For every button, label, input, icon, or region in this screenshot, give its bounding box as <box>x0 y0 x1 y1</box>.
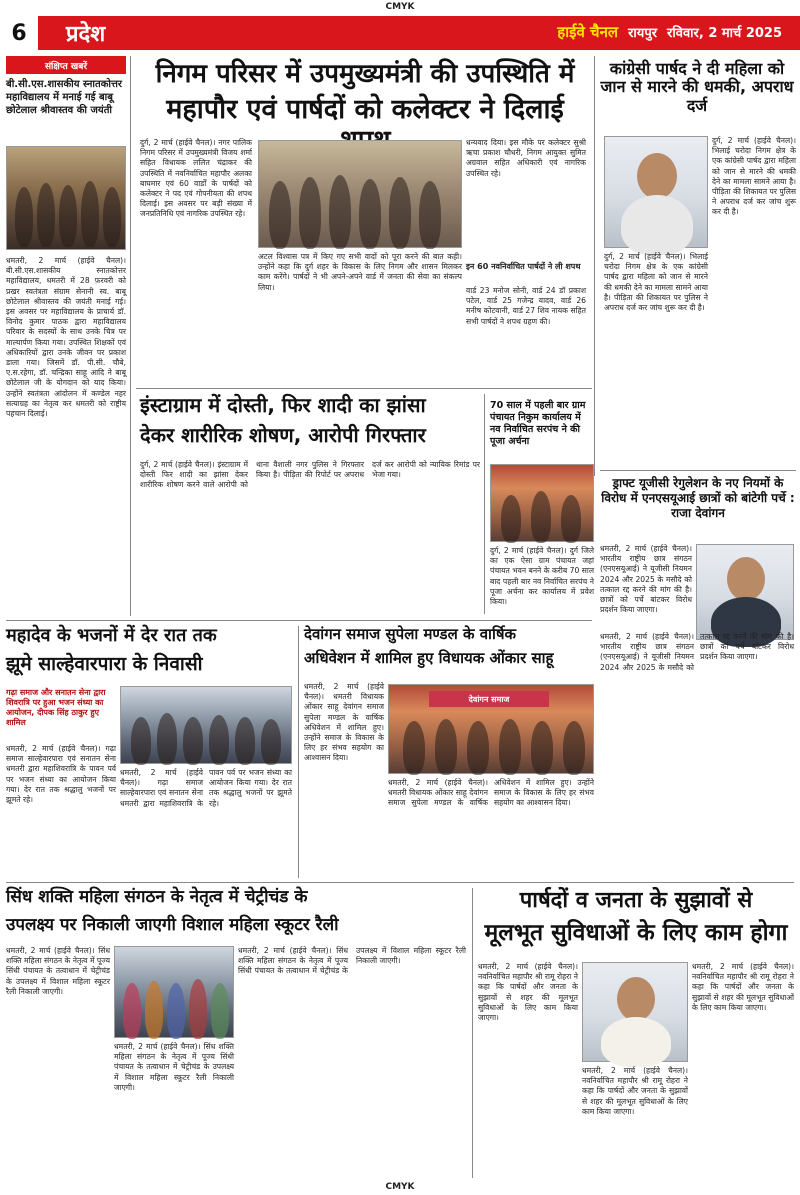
scooter-body-col2: धमतरी, 2 मार्च (हाईवे चैनल)। सिंध शक्ति महिला संगठन के नेतृत्व में पूज्य सिंधी पंचायत के तत्वाधान में चेट्रीचंड के उपलक्ष्य में विशाल महिला स्कूटर रैली निकाली जाएगी। <box>114 1042 234 1092</box>
briefs-headline: बी.सी.एस.शासकीय स्नातकोत्तर महाविद्यालय में मनाई गई बाबू छोटेलाल श्रीवास्तव की जयंती <box>6 79 122 116</box>
mahadev-headline-2: झूमे साल्हेवारपारा के निवासी <box>6 653 203 675</box>
main-body-col1: दुर्ग, 2 मार्च (हाईवे चैनल)। नगर पालिक निगम परिसर में उपमुख्यमंत्री विजय शर्मा सहित विधायक ललित चंद्राकर की उपस्थिति में नवनिर्वाचित महापौर अलका बाघमार एवं 60 वार्डों के पार्षदों को कलेक्टर ने पद एवं गोपनीयता की शपथ दिलाई। इस अवसर पर बड़ी संख्या में जनप्रतिनिधि एवं नागरिक उपस्थित रहे। <box>140 138 252 219</box>
suggestions-photo <box>582 962 688 1062</box>
main-headline-1: निगम परिसर में उपमुख्यमंत्री की उपस्थिति में <box>155 59 575 89</box>
draft-body-col2: धमतरी, 2 मार्च (हाईवे चैनल)। भारतीय राष्ट्रीय छात्र संगठन (एनएसयूआई) ने यूजीसी नियमन 2024 और 2025 के मसौदे को तत्काल रद्द करने की मांग की है। छात्रों को पर्चे बांटकर विरोध प्रदर्शन किया जाएगा। <box>600 632 794 672</box>
suggestions-body-col3: धमतरी, 2 मार्च (हाईवे चैनल)। नवनिर्वाचित महापौर श्री रामू रोहरा ने कहा कि पार्षदों और जनता के सुझावों से शहर की मूलभूत सुविधाओं के लिए काम किया जाएगा। <box>692 962 794 1012</box>
draft-body-col1: धमतरी, 2 मार्च (हाईवे चैनल)। भारतीय राष्ट्रीय छात्र संगठन (एनएसयूआई) ने यूजीसी नियमन 2024 और 2025 के मसौदे को तत्काल रद्द करने की मांग की है। छात्रों को पर्चे बांटकर विरोध प्रदर्शन किया जाएगा। <box>600 544 692 615</box>
scooter-photo <box>114 946 234 1038</box>
main-body-col2: अटल विश्वास पत्र में किए गए सभी वादों को पूरा करने की बात कही। उन्होंने कहा कि दुर्ग शहर के विकास के लिए निगम और शासन मिलकर काम करेंगे। पार्षदों ने भी अपने-अपने वार्ड में जनता की सेवा का संकल्प लिया। <box>258 252 462 292</box>
mahadev-photo <box>120 686 292 764</box>
suggestions-body-col2: धमतरी, 2 मार्च (हाईवे चैनल)। नवनिर्वाचित महापौर श्री रामू रोहरा ने कहा कि पार्षदों और जनता के सुझावों से शहर की मूलभूत सुविधाओं के लिए काम किया जाएगा। <box>582 1066 688 1116</box>
panchayat-photo <box>490 464 594 542</box>
city-name: रायपुर <box>628 26 658 41</box>
main-headline-2: महापौर एवं पार्षदों को कलेक्टर ने दिलाई <box>166 94 564 125</box>
issue-date: रविवार, 2 मार्च 2025 <box>667 26 782 41</box>
dewangan-headline-1: देवांगन समाज सुपेला मण्डल के वार्षिक <box>304 625 517 643</box>
main-subhead: इन 60 नवनिर्वाचित पार्षदों ने ली शपथ <box>466 262 581 271</box>
draft-headline: ड्राफ्ट यूजीसी रेगुलेशन के नए नियमों के विरोध में एनएसयूआई छात्रों को बांटेगी पर्चे : राजा देवांगन <box>601 476 795 520</box>
briefs-label: संक्षिप्त खबरें <box>6 56 126 74</box>
cmyk-mark-bottom: CMYK <box>385 1182 415 1192</box>
dewangan-body-cont: धमतरी, 2 मार्च (हाईवे चैनल)। धमतरी विधायक ओंकार साहू देवांगन समाज सुपेला मण्डल के वार्षिक अधिवेशन में शामिल हुए। उन्होंने समाज के विकास के लिए हर संभव सहयोग का आश्वासन दिया। <box>388 778 594 808</box>
dewangan-headline-2: अधिवेशन में शामिल हुए विधायक ओंकार साहू <box>304 649 554 667</box>
cmyk-mark-top: CMYK <box>385 2 415 12</box>
congress-body-cont: दुर्ग, 2 मार्च (हाईवे चैनल)। भिलाई चरोदा निगम क्षेत्र के एक कांग्रेसी पार्षद द्वारा महिला को जान से मारने की धमकी देने का मामला सामने आया है। पीड़िता की शिकायत पर पुलिस ने अपराध दर्ज कर जांच शुरू कर दी है। <box>604 252 708 313</box>
brand-name: हाईवे चैनल <box>557 23 619 41</box>
briefs-photo <box>6 146 126 250</box>
congress-body: दुर्ग, 2 मार्च (हाईवे चैनल)। भिलाई चरोदा निगम क्षेत्र के एक कांग्रेसी पार्षद द्वारा महिला को जान से मारने की धमकी देने का मामला सामने आया है। पीड़िता की शिकायत पर पुलिस ने अपराध दर्ज कर जांच शुरू कर दी है। <box>712 136 796 217</box>
dewangan-banner: देवांगन समाज <box>429 691 549 707</box>
page-header <box>0 16 800 50</box>
masthead <box>557 22 782 42</box>
mahadev-headline-1: महादेव के भजनों में देर रात तक <box>6 625 217 646</box>
suggestions-body-col1: धमतरी, 2 मार्च (हाईवे चैनल)। नवनिर्वाचित महापौर श्री रामू रोहरा ने कहा कि पार्षदों और जनता के सुझावों से शहर की मूलभूत सुविधाओं के लिए काम किया जाएगा। <box>478 962 578 1023</box>
briefs-body: धमतरी, 2 मार्च (हाईवे चैनल)। बी.सी.एस.शासकीय स्नातकोत्तर महाविद्यालय, धमतरी में 28 फ़रवरी को प्रखर स्वतंत्रता संग्राम सेनानी स्व. बाबू छोटेलाल श्रीवास्तव की जयंती मनाई गई। इस अवसर पर महाविद्यालय के प्राचार्य डॉ. विनोद कुमार पाठक द्वारा महाविद्यालय परिवार के सदस्यों के साथ उनके चित्र पर माल्यार्पण किया गया। उपस्थित शिक्षकों एवं अधिकारियों द्वारा उनके जीवन पर प्रकाश डाला गया। जिसमें डॉ. पी.सी. चौबे, ए.स.रहेगा, डॉ. चन्द्रिका साहू आदि ने बाबू छोटेलाल जी के योगदान को याद किया। उन्होंने स्वतंत्रता आंदोलन में कण्डेल नहर सत्याग्रह का नेतृत्व कर धमतरी को राष्ट्रीय पहचान दिलाई। <box>6 256 126 419</box>
instagram-body: दुर्ग, 2 मार्च (हाईवे चैनल)। इंस्टाग्राम में दोस्ती फिर शादी का झांसा देकर शारीरिक शोषण करने वाले आरोपी को थाना वैशाली नगर पुलिस ने गिरफ्तार किया है। पीड़िता की रिपोर्ट पर अपराध दर्ज कर आरोपी को न्यायिक रिमांड पर भेजा गया। <box>140 460 480 490</box>
instagram-headline-1: इंस्टाग्राम में दोस्ती, फिर शादी का झांसा <box>140 393 426 417</box>
section-title: प्रदेश <box>66 22 106 47</box>
congress-photo <box>604 136 708 248</box>
dewangan-body: धमतरी, 2 मार्च (हाईवे चैनल)। धमतरी विधायक ओंकार साहू देवांगन समाज सुपेला मण्डल के वार्षिक अधिवेशन में शामिल हुए। उन्होंने समाज के विकास के लिए हर संभव सहयोग का आश्वासन दिया। <box>304 682 384 763</box>
draft-photo <box>696 544 794 640</box>
mahadev-body: धमतरी, 2 मार्च (हाईवे चैनल)। गढ़ा समाज साल्हेवारपारा एवं सनातन सेना धमतरी द्वारा महाशिवरात्रि के पावन पर्व पर भजन संध्या का आयोजन किया गया। देर रात तक श्रद्धालु भजनों पर झूमते रहे। <box>6 744 116 805</box>
mahadev-body-cont: धमतरी, 2 मार्च (हाईवे चैनल)। गढ़ा समाज साल्हेवारपारा एवं सनातन सेना धमतरी द्वारा महाशिवरात्रि के पावन पर्व पर भजन संध्या का आयोजन किया गया। देर रात तक श्रद्धालु भजनों पर झूमते रहे। <box>120 768 292 808</box>
page-number: 6 <box>11 20 27 46</box>
panchayat-headline: 70 साल में पहली बार ग्राम पंचायत निकुम कार्यालय में नव निर्वाचित सरपंच ने की पूजा अर्चना <box>490 400 586 447</box>
scooter-body-col1: धमतरी, 2 मार्च (हाईवे चैनल)। सिंध शक्ति महिला संगठन के नेतृत्व में पूज्य सिंधी पंचायत के तत्वाधान में चेट्रीचंड के उपलक्ष्य में विशाल महिला स्कूटर रैली निकाली जाएगी। <box>6 946 110 996</box>
panchayat-body: दुर्ग, 2 मार्च (हाईवे चैनल)। दुर्ग जिले का एक ऐसा ग्राम पंचायत जहां पंचायत भवन बनने के करीब 70 साल बाद पहली बार नव निर्वाचित सरपंच ने पूजा अर्चना कर कार्यालय में प्रवेश किया। <box>490 546 594 607</box>
scooter-body-col3: धमतरी, 2 मार्च (हाईवे चैनल)। सिंध शक्ति महिला संगठन के नेतृत्व में पूज्य सिंधी पंचायत के तत्वाधान में चेट्रीचंड के उपलक्ष्य में विशाल महिला स्कूटर रैली निकाली जाएगी। <box>238 946 466 976</box>
mahadev-lead: गढ़ा समाज और सनातन सेना द्वारा शिवरात्रि पर हुआ भजन संध्या का आयोजन, दीपक सिंह ठाकुर हुए शामिल <box>6 688 106 727</box>
section-bar <box>38 16 800 50</box>
scooter-headline-1: सिंध शक्ति महिला संगठन के नेतृत्व में चेट्रीचंड के <box>6 887 308 907</box>
main-photo <box>258 140 462 248</box>
dewangan-photo <box>388 684 594 774</box>
main-body-col3: धन्यवाद दिया। इस मौके पर कलेक्टर सुश्री ऋचा प्रकाश चौधरी, निगम आयुक्त सुमित अग्रवाल सहित अधिकारी एवं नागरिक उपस्थित रहे। <box>466 138 586 178</box>
suggestions-headline-1: पार्षदों व जनता के सुझावों से <box>519 888 753 913</box>
congress-headline: कांग्रेसी पार्षद ने दी महिला को जान से मारने की धमकी, अपराध दर्ज <box>600 59 794 115</box>
main-body-col4: वार्ड 23 मनोज सोनी, वार्ड 24 डॉ प्रकाश पटेल, वार्ड 25 गजेन्द्र यादव, वार्ड 26 मनीष कोटवानी, वार्ड 27 शिव नायक सहित सभी पार्षदों ने शपथ ग्रहण की। <box>466 286 586 326</box>
suggestions-headline-2: मूलभूत सुविधाओं के लिए काम होगा <box>484 920 788 946</box>
instagram-headline-2: देकर शारीरिक शोषण, आरोपी गिरफ्तार <box>140 423 426 447</box>
scooter-headline-2: उपलक्ष्य पर निकाली जाएगी विशाल महिला स्कूटर रैली <box>6 915 339 935</box>
